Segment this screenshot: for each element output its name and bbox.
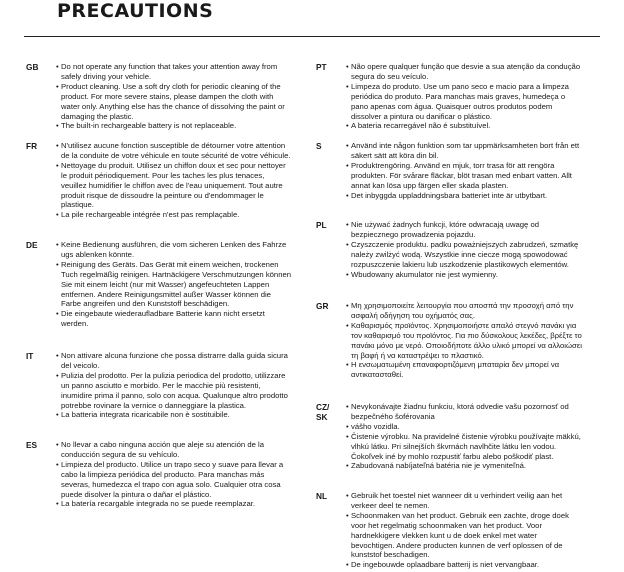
language-code: S xyxy=(316,141,322,151)
precaution-list xyxy=(56,440,292,509)
precaution-item: • Καθαρισμός προϊόντος. Χρησιμοποιήστε απαλό στεγνό πανάκι για τον καθαρισμό του προϊόντος. Για πιο δύσκολους λεκέδες, βρέξτε το πανάκι μόνο με νερό. Οποιοδήποτε άλλο υλικό μπορεί να αλλοιώσει τη βαφή ή να καταστρέψει το πλαστικό. xyxy=(346,321,582,361)
precaution-item: • Limpieza del producto. Utilice un trapo seco y suave para llevar a cabo la limpieza periódica del producto. Para manchas más severas, humedezca el trapo con agua solo. Cualquier otra cosa puede disolver la pintura o dañar el plástico. xyxy=(56,460,292,500)
language-code: NL xyxy=(316,491,328,501)
precaution-item: • La pile rechargeable intégrée n'est pas remplaçable. xyxy=(56,210,292,220)
precaution-item: • Wbudowany akumulator nie jest wymienny. xyxy=(346,270,582,280)
precaution-item: • A bateria recarregável não é substituível. xyxy=(346,121,582,131)
precaution-item: • Die eingebaute wiederaufladbare Batterie kann nicht ersetzt werden. xyxy=(56,309,292,329)
precaution-item: • vášho vozidla. xyxy=(346,422,582,432)
precaution-item: • La batería recargable integrada no se puede reemplazar. xyxy=(56,499,292,509)
precaution-item: • Nettoyage du produit. Utilisez un chiffon doux et sec pour nettoyer le produit périodiquement. Pour les taches les plus tenaces, veuillez humidifier le chiffon avec de l'eau uniquement. Tout autre produit risque de dissoudre la peinture ou d'endommager le plastique. xyxy=(56,161,292,211)
language-code: IT xyxy=(26,351,34,361)
precaution-item: • Μη χρησιμοποιείτε λειτουργία που αποσπά την προσοχή από την ασφαλή οδήγηση του οχήματός σας. xyxy=(346,301,582,321)
precaution-item: • Nevykonávajte žiadnu funkciu, ktorá odvedie vašu pozornosť od bezpečného šoférovania xyxy=(346,402,582,422)
precaution-item: • Zabudovaná nabíjateľná batéria nie je vymeniteľná. xyxy=(346,461,582,471)
precaution-item: • Reinigung des Geräts. Das Gerät mit einem weichen, trockenen Tuch regelmäßig reinigen. Hartnäckigere Verschmutzungen können Sie mit einem leicht (nur mit Wasser) angefeuchteten Lappen entfernen. Andere Reinigungsmittel außer Wasser können die Farbe angreifen und den Kunststoff beschädigen. xyxy=(56,260,292,310)
precaution-list xyxy=(346,491,582,570)
precaution-list xyxy=(346,301,582,380)
precaution-item: • Não opere qualquer função que desvie a sua atenção da condução segura do seu veículo. xyxy=(346,62,582,82)
language-code: DE xyxy=(26,240,38,250)
precaution-item: • Schoonmaken van het product. Gebruik een zachte, droge doek voor het regelmatig schoonmaken van het product. Voor hardnekkigere vlekken kunt u de doek enkel met water bevochtigen. Andere producten kunnen de verf oplossen of de kunststof beschadigen. xyxy=(346,511,582,561)
precaution-item: • Pulizia del prodotto. Per la pulizia periodica del prodotto, utilizzare un panno asciutto e morbido. Per le macchie più resistenti, inumidire prima il panno, solo con acqua. Qualunque altro prodotto potrebbe rovinare la vernice o danneggiare la plastica. xyxy=(56,371,292,411)
language-code: GR xyxy=(316,301,329,311)
precaution-list xyxy=(56,62,292,131)
precaution-item: • Čistenie výrobku. Na pravidelné čistenie výrobku používajte mäkkú, vlhkú látku. Pri silnejších škvrnách navlhčite látku len vodou. Čokoľvek iné by mohlo rozpustiť farbu alebo poškodiť plast. xyxy=(346,432,582,462)
language-code: PT xyxy=(316,62,327,72)
precaution-item: • Product cleaning. Use a soft dry cloth for periodic cleaning of the product. For more severe stains, please dampen the cloth with water only. Anything else has the chance of dissolving the paint or damaging the plastic. xyxy=(56,82,292,122)
precaution-item: • Det inbyggda uppladdningsbara batteriet inte är utbytbart. xyxy=(346,191,582,201)
header-divider xyxy=(24,36,600,37)
precaution-list xyxy=(346,402,582,471)
precaution-item: • Använd inte någon funktion som tar uppmärksamheten bort från ett säkert sätt att köra din bil. xyxy=(346,141,582,161)
precaution-item: • La batteria integrata ricaricabile non è sostituibile. xyxy=(56,410,292,420)
precaution-item: • De ingebouwde oplaadbare batterij is niet vervangbaar. xyxy=(346,560,582,570)
language-code: ES xyxy=(26,440,38,450)
language-code: CZ/ SK xyxy=(316,402,330,422)
precaution-list xyxy=(56,351,292,420)
precaution-list xyxy=(346,220,582,279)
precaution-item: • Czyszczenie produktu. padku poważniejszych zabrudzeń, szmatkę należy zwilżyć wodą. Wszystkie inne ciecze mogą spowodować rozpuszczenie lakieru lub uszkodzenie plastikowych elementów. xyxy=(346,240,582,270)
language-code: PL xyxy=(316,220,327,230)
precaution-item: • Nie używać żadnych funkcji, które odwracają uwagę od bezpiecznego prowadzenia pojazdu. xyxy=(346,220,582,240)
precaution-item: • Η ενσωματωμένη επαναφορτιζόμενη μπαταρία δεν μπορεί να αντικατασταθεί. xyxy=(346,360,582,380)
precaution-list xyxy=(346,62,582,131)
language-code: FR xyxy=(26,141,38,151)
language-code: GB xyxy=(26,62,39,72)
precaution-item: • Non attivare alcuna funzione che possa distrarre dalla guida sicura del veicolo. xyxy=(56,351,292,371)
precaution-item: • Keine Bedienung ausführen, die vom sicheren Lenken des Fahrze ugs ablenken könnte. xyxy=(56,240,292,260)
precaution-list xyxy=(346,141,582,200)
precaution-item: • No llevar a cabo ninguna acción que aleje su atención de la conducción segura de su vehículo. xyxy=(56,440,292,460)
precaution-list xyxy=(56,240,292,329)
page-title: PRECAUTIONS xyxy=(57,0,214,22)
precaution-item: • N'utilisez aucune fonction susceptible de détourner votre attention de la conduite de votre véhicule en toute sécurité de votre véhicule. xyxy=(56,141,292,161)
precaution-item: • Produktrengöring. Använd en mjuk, torr trasa för att rengöra produkten. För svårare fläckar, blöt trasan med enbart vatten. Allt annat kan lösa upp färgen eller skada plasten. xyxy=(346,161,582,191)
precaution-item: • Limpeza do produto. Use um pano seco e macio para a limpeza periódica do produto. Para manchas mais graves, humedeça o pano apenas com água. Quaisquer outros produtos podem dissolver a pintura ou danificar o plástico. xyxy=(346,82,582,122)
precaution-item: • Do not operate any function that takes your attention away from safely driving your vehicle. xyxy=(56,62,292,82)
precaution-list xyxy=(56,141,292,220)
precaution-item: • The built-in rechargeable battery is not replaceable. xyxy=(56,121,292,131)
precaution-item: • Gebruik het toestel niet wanneer dit u verhindert veilig aan het verkeer deel te nemen. xyxy=(346,491,582,511)
